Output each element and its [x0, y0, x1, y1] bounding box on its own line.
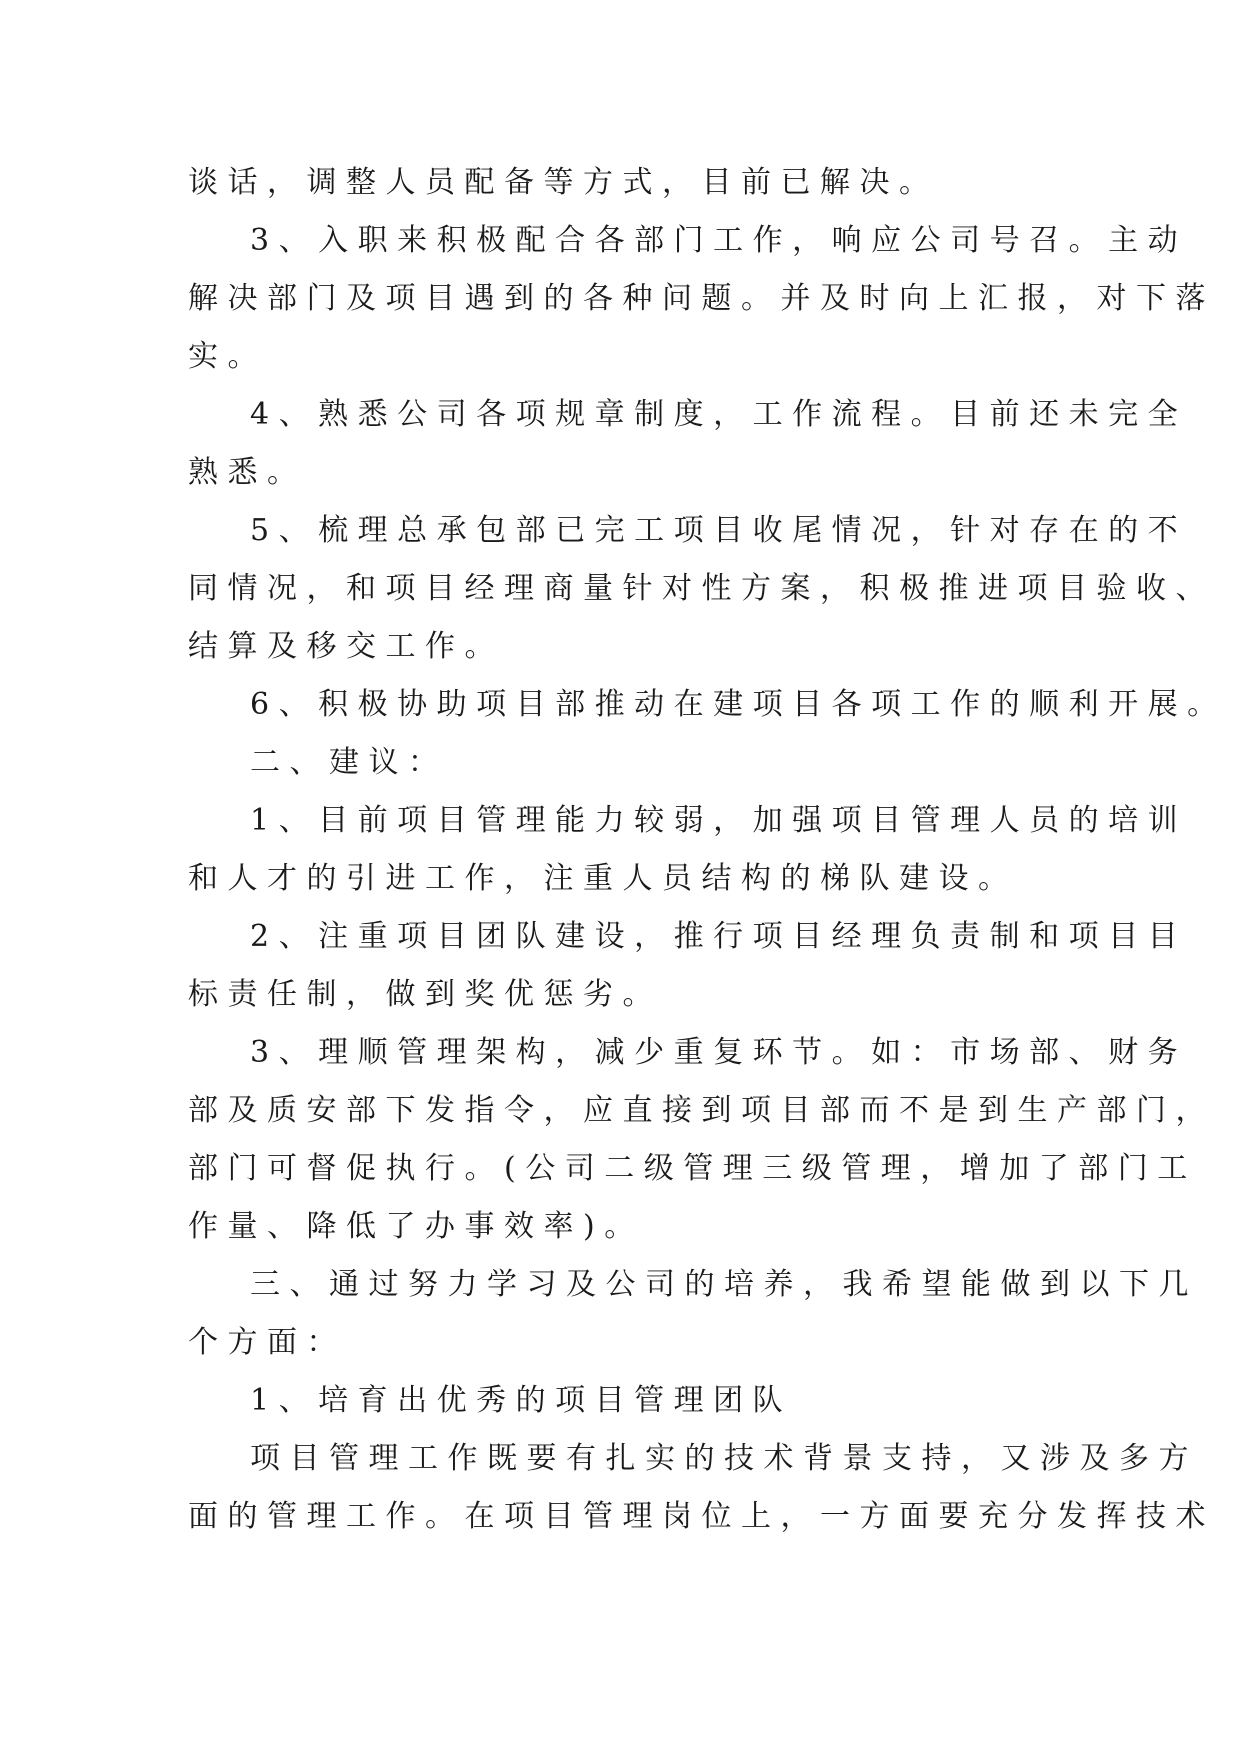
text-line: 面的管理工作。在项目管理岗位上，一方面要充分发挥技术	[188, 1499, 1215, 1534]
text-line: 结算及移交工作。	[188, 629, 504, 664]
text-line: 3、入职来积极配合各部门工作，响应公司号召。主动	[250, 223, 1188, 258]
text-line: 作量、降低了办事效率)。	[188, 1209, 644, 1244]
text-line: 项目管理工作既要有扎实的技术背景支持，又涉及多方	[250, 1441, 1198, 1476]
subsection-heading: 1、培育出优秀的项目管理团队	[250, 1383, 793, 1418]
text-line: 实。	[188, 339, 267, 374]
text-line: 个方面：	[188, 1325, 346, 1360]
text-line: 6、积极协助项目部推动在建项目各项工作的顺利开展。	[250, 687, 1227, 722]
text-line: 5、梳理总承包部已完工项目收尾情况，针对存在的不	[250, 513, 1188, 548]
text-line: 4、熟悉公司各项规章制度，工作流程。目前还未完全	[250, 397, 1188, 432]
section-heading: 三、通过努力学习及公司的培养，我希望能做到以下几	[250, 1267, 1198, 1302]
text-line: 部及质安部下发指令，应直接到项目部而不是到生产部门，	[188, 1093, 1215, 1128]
text-line: 2、注重项目团队建设，推行项目经理负责制和项目目	[250, 919, 1188, 954]
text-line: 熟悉。	[188, 455, 307, 490]
section-heading: 二、建议：	[250, 745, 448, 780]
text-line: 和人才的引进工作，注重人员结构的梯队建设。	[188, 861, 1018, 896]
text-line: 3、理顺管理架构，减少重复环节。如：市场部、财务	[250, 1035, 1188, 1070]
text-line: 部门可督促执行。(公司二级管理三级管理，增加了部门工	[188, 1151, 1197, 1186]
text-line: 标责任制，做到奖优惩劣。	[188, 977, 662, 1012]
text-line: 解决部门及项目遇到的各种问题。并及时向上汇报，对下落	[188, 281, 1215, 316]
text-line: 同情况，和项目经理商量针对性方案，积极推进项目验收、	[188, 571, 1215, 606]
text-line: 1、目前项目管理能力较弱，加强项目管理人员的培训	[250, 803, 1188, 838]
text-line: 谈话，调整人员配备等方式，目前已解决。	[188, 165, 939, 200]
